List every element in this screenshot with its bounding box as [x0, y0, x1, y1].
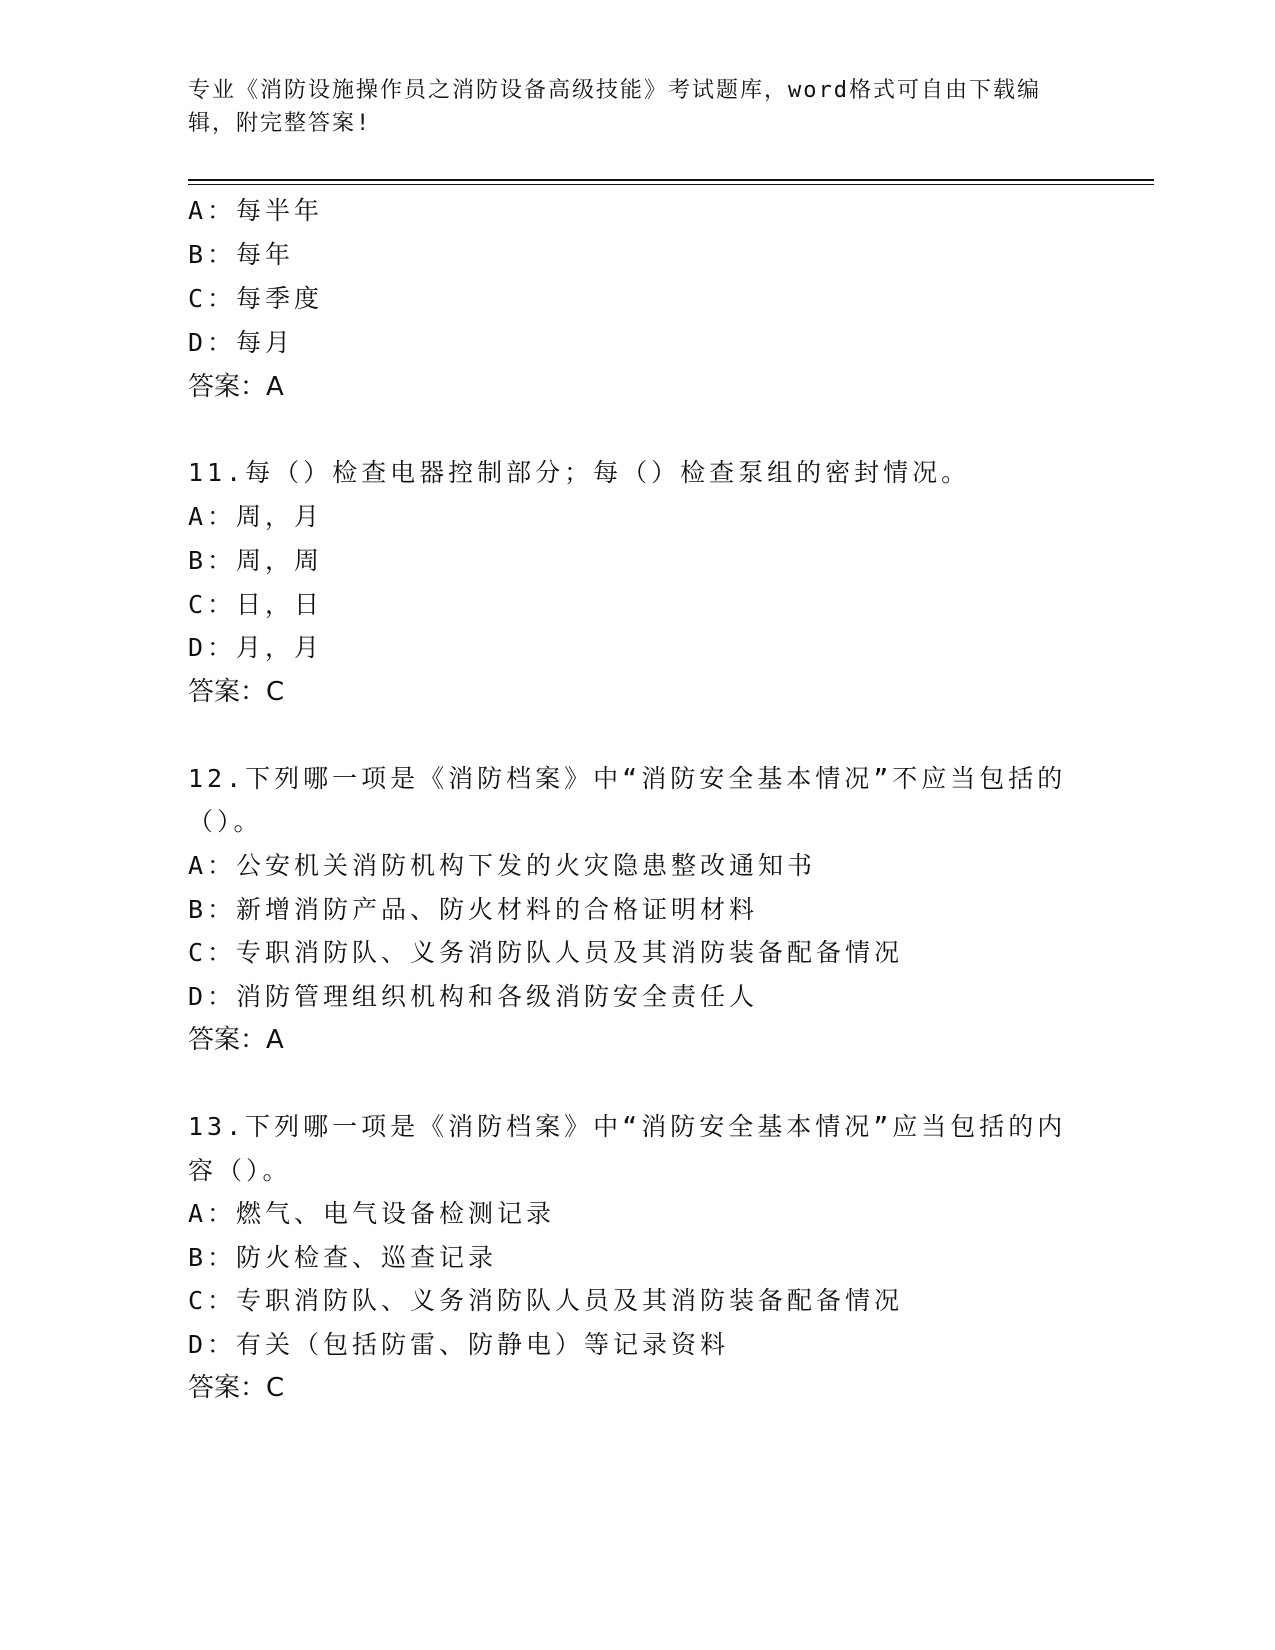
header-divider-thick [188, 179, 1154, 181]
q10-option-b: B：每年 [188, 240, 295, 269]
q13-option-b: B：防火检查、巡查记录 [188, 1243, 498, 1272]
q11-option-d: D：月，月 [188, 633, 324, 662]
q10-option-d: D：每月 [188, 328, 295, 357]
q11-option-c: C：日，日 [188, 590, 324, 619]
q11-option-a: A：周，月 [188, 502, 324, 531]
q11-question: 11.每（）检查电器控制部分；每（）检查泵组的密封情况。 [188, 458, 971, 487]
q13-option-d: D：有关（包括防雷、防静电）等记录资料 [188, 1330, 730, 1359]
q10-option-c: C：每季度 [188, 284, 324, 313]
q11-answer: 答案：C [188, 677, 285, 707]
header-divider-thin [188, 184, 1154, 185]
q13-option-a: A：燃气、电气设备检测记录 [188, 1199, 556, 1228]
q13-question-line-2: 容（）。 [188, 1156, 292, 1185]
q12-answer: 答案：A [188, 1025, 284, 1055]
q12-option-d: D：消防管理组织机构和各级消防安全责任人 [188, 982, 759, 1011]
q12-question-line-1: 12.下列哪一项是《消防档案》中“消防安全基本情况”不应当包括的 [188, 764, 1067, 793]
q11-option-b: B：周，周 [188, 546, 324, 575]
q10-option-a: A：每半年 [188, 196, 324, 225]
q12-question-line-2: （）。 [188, 807, 263, 836]
q13-option-c: C：专职消防队、义务消防队人员及其消防装备配备情况 [188, 1286, 904, 1315]
q13-answer: 答案：C [188, 1373, 285, 1403]
q10-answer: 答案：A [188, 372, 284, 402]
document-header [188, 74, 1088, 140]
header-line-1: 专业《消防设施操作员之消防设备高级技能》考试题库，word格式可自由下载编 [188, 78, 1041, 103]
q12-option-a: A：公安机关消防机构下发的火灾隐患整改通知书 [188, 851, 817, 880]
q12-option-b: B：新增消防产品、防火材料的合格证明材料 [188, 895, 759, 924]
header-line-2: 辑，附完整答案! [188, 111, 372, 136]
q13-question-line-1: 13.下列哪一项是《消防档案》中“消防安全基本情况”应当包括的内 [188, 1112, 1067, 1141]
q12-option-c: C：专职消防队、义务消防队人员及其消防装备配备情况 [188, 938, 904, 967]
